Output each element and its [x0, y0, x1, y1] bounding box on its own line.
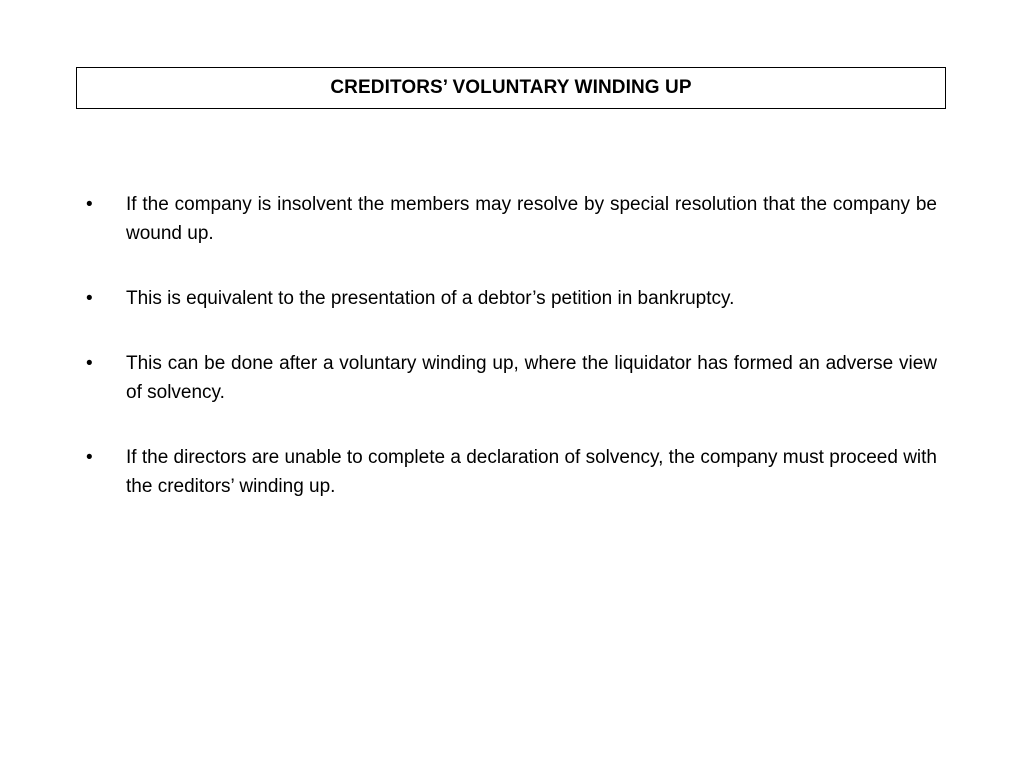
- bullet-item: [86, 284, 937, 313]
- bullet-text: If the company is insolvent the members may resolve by special resolution that the company be wound up.: [126, 194, 937, 244]
- bullet-text: If the directors are unable to complete a declaration of solvency, the company must proceed with the creditors’ winding up.: [126, 447, 937, 497]
- bullet-marker: •: [86, 447, 93, 468]
- bullet-marker: •: [86, 194, 93, 215]
- bullet-marker: •: [86, 288, 93, 309]
- bullet-marker: •: [86, 353, 93, 374]
- title-box: [76, 67, 946, 109]
- bullet-text: This can be done after a voluntary winding up, where the liquidator has formed an adverse view of solvency.: [126, 353, 937, 403]
- bullet-list: [86, 190, 937, 537]
- bullet-item: [86, 443, 937, 501]
- bullet-text: This is equivalent to the presentation of a debtor’s petition in bankruptcy.: [126, 288, 735, 309]
- slide-title: CREDITORS’ VOLUNTARY WINDING UP: [330, 77, 692, 98]
- bullet-item: [86, 190, 937, 248]
- bullet-item: [86, 349, 937, 407]
